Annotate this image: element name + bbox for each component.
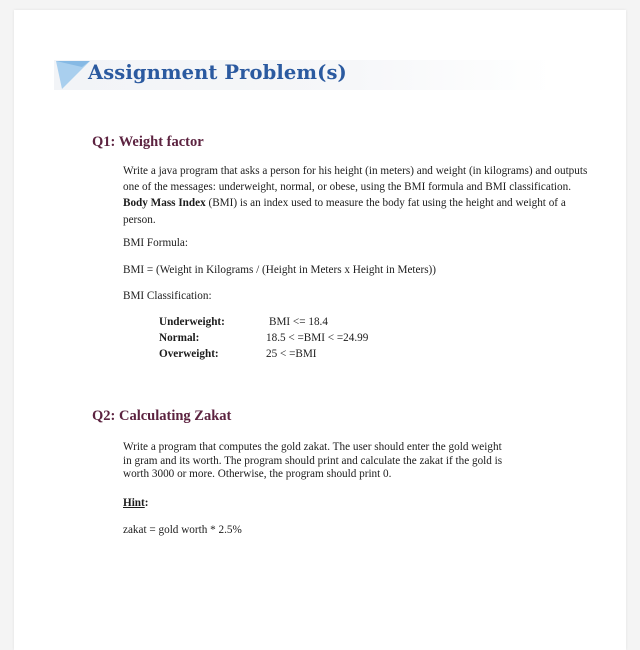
triangle-flag-icon <box>54 59 92 91</box>
q2-hint <box>123 497 149 509</box>
q1-para-part1: Write a java program that asks a person for his height (in meters) and weight (in kilograms) and outputs one of the messages: underweight, normal, or obese, using the BMI formula and BMI classification. <box>123 165 588 194</box>
class-value-underweight: BMI <= 18.4 <box>269 316 328 328</box>
class-label-normal: Normal: <box>159 332 200 344</box>
class-label-underweight: Underweight: <box>159 316 225 328</box>
q2-heading: Q2: Calculating Zakat <box>92 408 232 424</box>
class-value-overweight: 25 < =BMI <box>266 348 317 360</box>
page-title: Assignment Problem(s) <box>88 61 347 84</box>
class-value-normal: 18.5 < =BMI < =24.99 <box>266 332 369 344</box>
q1-para-part2: (BMI) is an index used to measure the body fat using the height and weight of a person. <box>123 197 566 226</box>
hint-colon: : <box>144 497 149 509</box>
document-page <box>14 10 626 650</box>
q1-formula: BMI = (Weight in Kilograms / (Height in Meters x Height in Meters)) <box>123 264 437 276</box>
q1-formula-label: BMI Formula: <box>123 237 188 249</box>
class-label-overweight: Overweight: <box>159 348 219 360</box>
q1-classification-label: BMI Classification: <box>123 290 212 302</box>
q2-hint-formula: zakat = gold worth * 2.5% <box>123 524 242 536</box>
hint-label: Hint <box>123 497 145 509</box>
q1-paragraph <box>123 163 595 228</box>
q1-heading: Q1: Weight factor <box>92 134 204 150</box>
q1-para-bold: Body Mass Index <box>123 197 206 210</box>
q2-paragraph: Write a program that computes the gold zakat. The user should enter the gold weight in gram and its worth. The program should print and calculate the zakat if the gold is worth 3000 or more. Otherwise, the program should print 0. <box>123 441 503 481</box>
